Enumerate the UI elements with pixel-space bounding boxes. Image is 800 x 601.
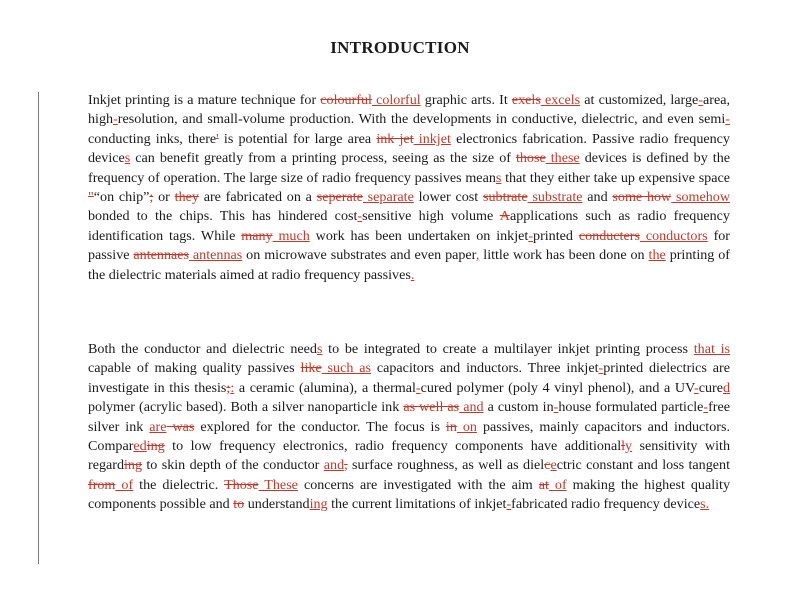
body-text: cured polymer (poly 4 vinyl phenol), and a UV (420, 379, 694, 396)
inserted-text: on (456, 418, 477, 435)
inserted-text: - (725, 111, 730, 128)
deleted-text: to (233, 496, 245, 513)
inserted-text: inkjet (413, 130, 451, 147)
inserted-text: s (495, 169, 502, 186)
inserted-text: the (648, 247, 666, 264)
body-text: free silver ink (88, 399, 731, 435)
body-text: at customized, large (580, 92, 699, 108)
body-text: applications such as radio frequency identification tags. While (88, 208, 730, 244)
inserted-text: - (113, 111, 118, 128)
deleted-text: ing (124, 457, 143, 474)
deleted-text: those (515, 150, 546, 167)
body-text: or (153, 189, 175, 206)
body-text: the dielectric. (133, 476, 225, 493)
body-text: making the highest quality components possible and (88, 476, 731, 513)
deleted-text: some how (612, 189, 672, 206)
body-text: concerns are investigated with the aim (297, 476, 539, 493)
body-text: fabricated radio frequency device (511, 496, 701, 513)
inserted-text: of (548, 476, 567, 493)
body-text: polymer (acrylic based). Both a silver nanoparticle ink (88, 399, 404, 416)
deleted-text: in (445, 418, 457, 435)
deleted-text: was (166, 418, 195, 435)
body-text: can benefit greatly from a printing process, seeing as the size of (130, 150, 516, 167)
body-text: that they either take up expensive space (501, 169, 730, 186)
deleted-text: l (621, 438, 626, 455)
body-text: understand (244, 496, 310, 513)
inserted-text: ing (309, 496, 328, 513)
deleted-text: they (174, 189, 199, 206)
body-text: work has been undertaken on inkjet (309, 227, 529, 244)
deleted-text: colourful (320, 92, 372, 108)
body-text: printing of the dielectric materials aimed at radio frequency passives (88, 247, 730, 283)
body-text: to skin depth of the conductor (142, 457, 324, 474)
inserted-text: - (506, 496, 512, 513)
body-text: electronics fabrication. Passive radio frequency device (88, 130, 730, 167)
body-text: to be integrated to create a multilayer inkjet printing process (322, 341, 694, 357)
body-text: surface roughness, as well as diel (347, 457, 545, 474)
body-text: to low frequency electronics, radio frequency components have additional (164, 438, 622, 455)
inserted-text: - (357, 208, 363, 225)
deleted-text: ; (149, 189, 154, 206)
inserted-text: separate (362, 189, 414, 206)
inserted-text: - (694, 379, 699, 396)
deleted-text: A (499, 208, 510, 225)
body-text: on microwave substrates and even paper (242, 247, 476, 264)
inserted-text: that is (693, 341, 730, 357)
deleted-text: , (344, 457, 348, 474)
body-text: Inkjet printing is a mature technique for (88, 92, 321, 108)
change-bar (38, 92, 39, 564)
body-text: sensitivity with regard (88, 438, 730, 474)
deleted-text: like (300, 360, 322, 377)
body-text: printed dielectrics are investigate in this thesis (88, 360, 730, 396)
inserted-text: colorful (371, 92, 421, 108)
inserted-text: antennas (189, 247, 243, 264)
inserted-text: excels (540, 92, 581, 108)
paragraph-1 (88, 91, 730, 285)
deleted-text: ing (146, 438, 165, 455)
body-text: little work has been done on (479, 247, 649, 264)
inserted-text: are (149, 418, 167, 435)
inserted-text: and (323, 457, 345, 474)
body-text: “on chip” (93, 189, 150, 206)
deleted-text: at (538, 476, 549, 493)
body-text: for passive (88, 227, 731, 264)
deleted-text: Those (224, 476, 259, 493)
paragraph-2 (88, 340, 730, 515)
inserted-text: conductors (639, 227, 708, 244)
inserted-text: - (553, 399, 559, 416)
body-text: a ceramic (alumina), a thermal (234, 379, 416, 396)
inserted-text: d (722, 379, 731, 396)
deleted-text: c (544, 457, 551, 474)
body-text: are fabricated on a (198, 189, 317, 206)
body-text: a custom in (483, 399, 554, 416)
body-text: resolution, and small-volume production. With the developments in conductive, dielectric, and even semi (117, 111, 726, 128)
body-text: devices is defined by the frequency of operation. The large size of radio frequency passives mean (88, 150, 731, 186)
inserted-text: - (598, 360, 604, 377)
body-text: explored for the conductor. The focus is (194, 418, 446, 435)
deleted-text: ; (226, 379, 231, 396)
body-text: Both the conductor and dielectric need (88, 341, 317, 357)
inserted-text: - (528, 227, 534, 244)
body-text: printed (533, 227, 579, 244)
body-text: capable of making quality passives (88, 360, 301, 377)
deleted-text: antennaes (133, 247, 189, 264)
inserted-text: much (272, 227, 310, 244)
inserted-text: s. (700, 496, 710, 513)
inserted-text: - (415, 379, 421, 396)
inserted-text: such as (321, 360, 371, 377)
inserted-text: substrate (527, 189, 583, 206)
body-text: and (582, 189, 613, 206)
inserted-text: These (258, 476, 298, 493)
deleted-text: as well as (403, 399, 460, 416)
deleted-text: " (88, 189, 94, 206)
inserted-text: somehow (671, 189, 731, 206)
body-text: ctric constant and loss tangent (556, 457, 730, 474)
deleted-text: exels (511, 92, 541, 108)
body-text: bonded to the chips. This has hindered cost (88, 208, 358, 225)
body-text: capacitors and inductors. Three inkjet (371, 360, 599, 377)
inserted-text: ed (133, 438, 147, 455)
body-text: lower cost (413, 189, 483, 206)
inserted-text: these (545, 150, 580, 167)
inserted-text: y (625, 438, 633, 455)
deleted-text: seperate (316, 189, 363, 206)
inserted-text: s (124, 150, 131, 167)
deleted-text: subtrate (482, 189, 528, 206)
body-text: conducting inks, there (88, 130, 217, 147)
deleted-text: from (88, 476, 116, 493)
inserted-text: s (316, 341, 323, 357)
deleted-text: ' (216, 130, 219, 147)
body-text: area, high (88, 92, 730, 128)
inserted-text: - (703, 399, 709, 416)
inserted-text: of (115, 476, 134, 493)
body-text: is potential for large area (218, 130, 377, 147)
body-text: house formulated particle (558, 399, 704, 416)
inserted-text: : (230, 379, 235, 396)
inserted-text: e (550, 457, 557, 474)
deleted-text: ink jet (376, 130, 414, 147)
body-text: the current limitations of inkjet (327, 496, 507, 513)
inserted-text: , (475, 247, 480, 264)
section-title: INTRODUCTION (330, 38, 470, 57)
inserted-text: . (410, 266, 415, 283)
body-text: cure (698, 379, 723, 396)
deleted-text: many (241, 227, 273, 244)
body-text: passives, mainly capacitors and inductors. Compar (88, 418, 730, 455)
deleted-text: conducters (578, 227, 640, 244)
inserted-text: - (698, 92, 703, 108)
inserted-text: and (459, 399, 484, 416)
body-text: graphic arts. It (420, 92, 512, 108)
body-text: sensitive high volume (362, 208, 500, 225)
